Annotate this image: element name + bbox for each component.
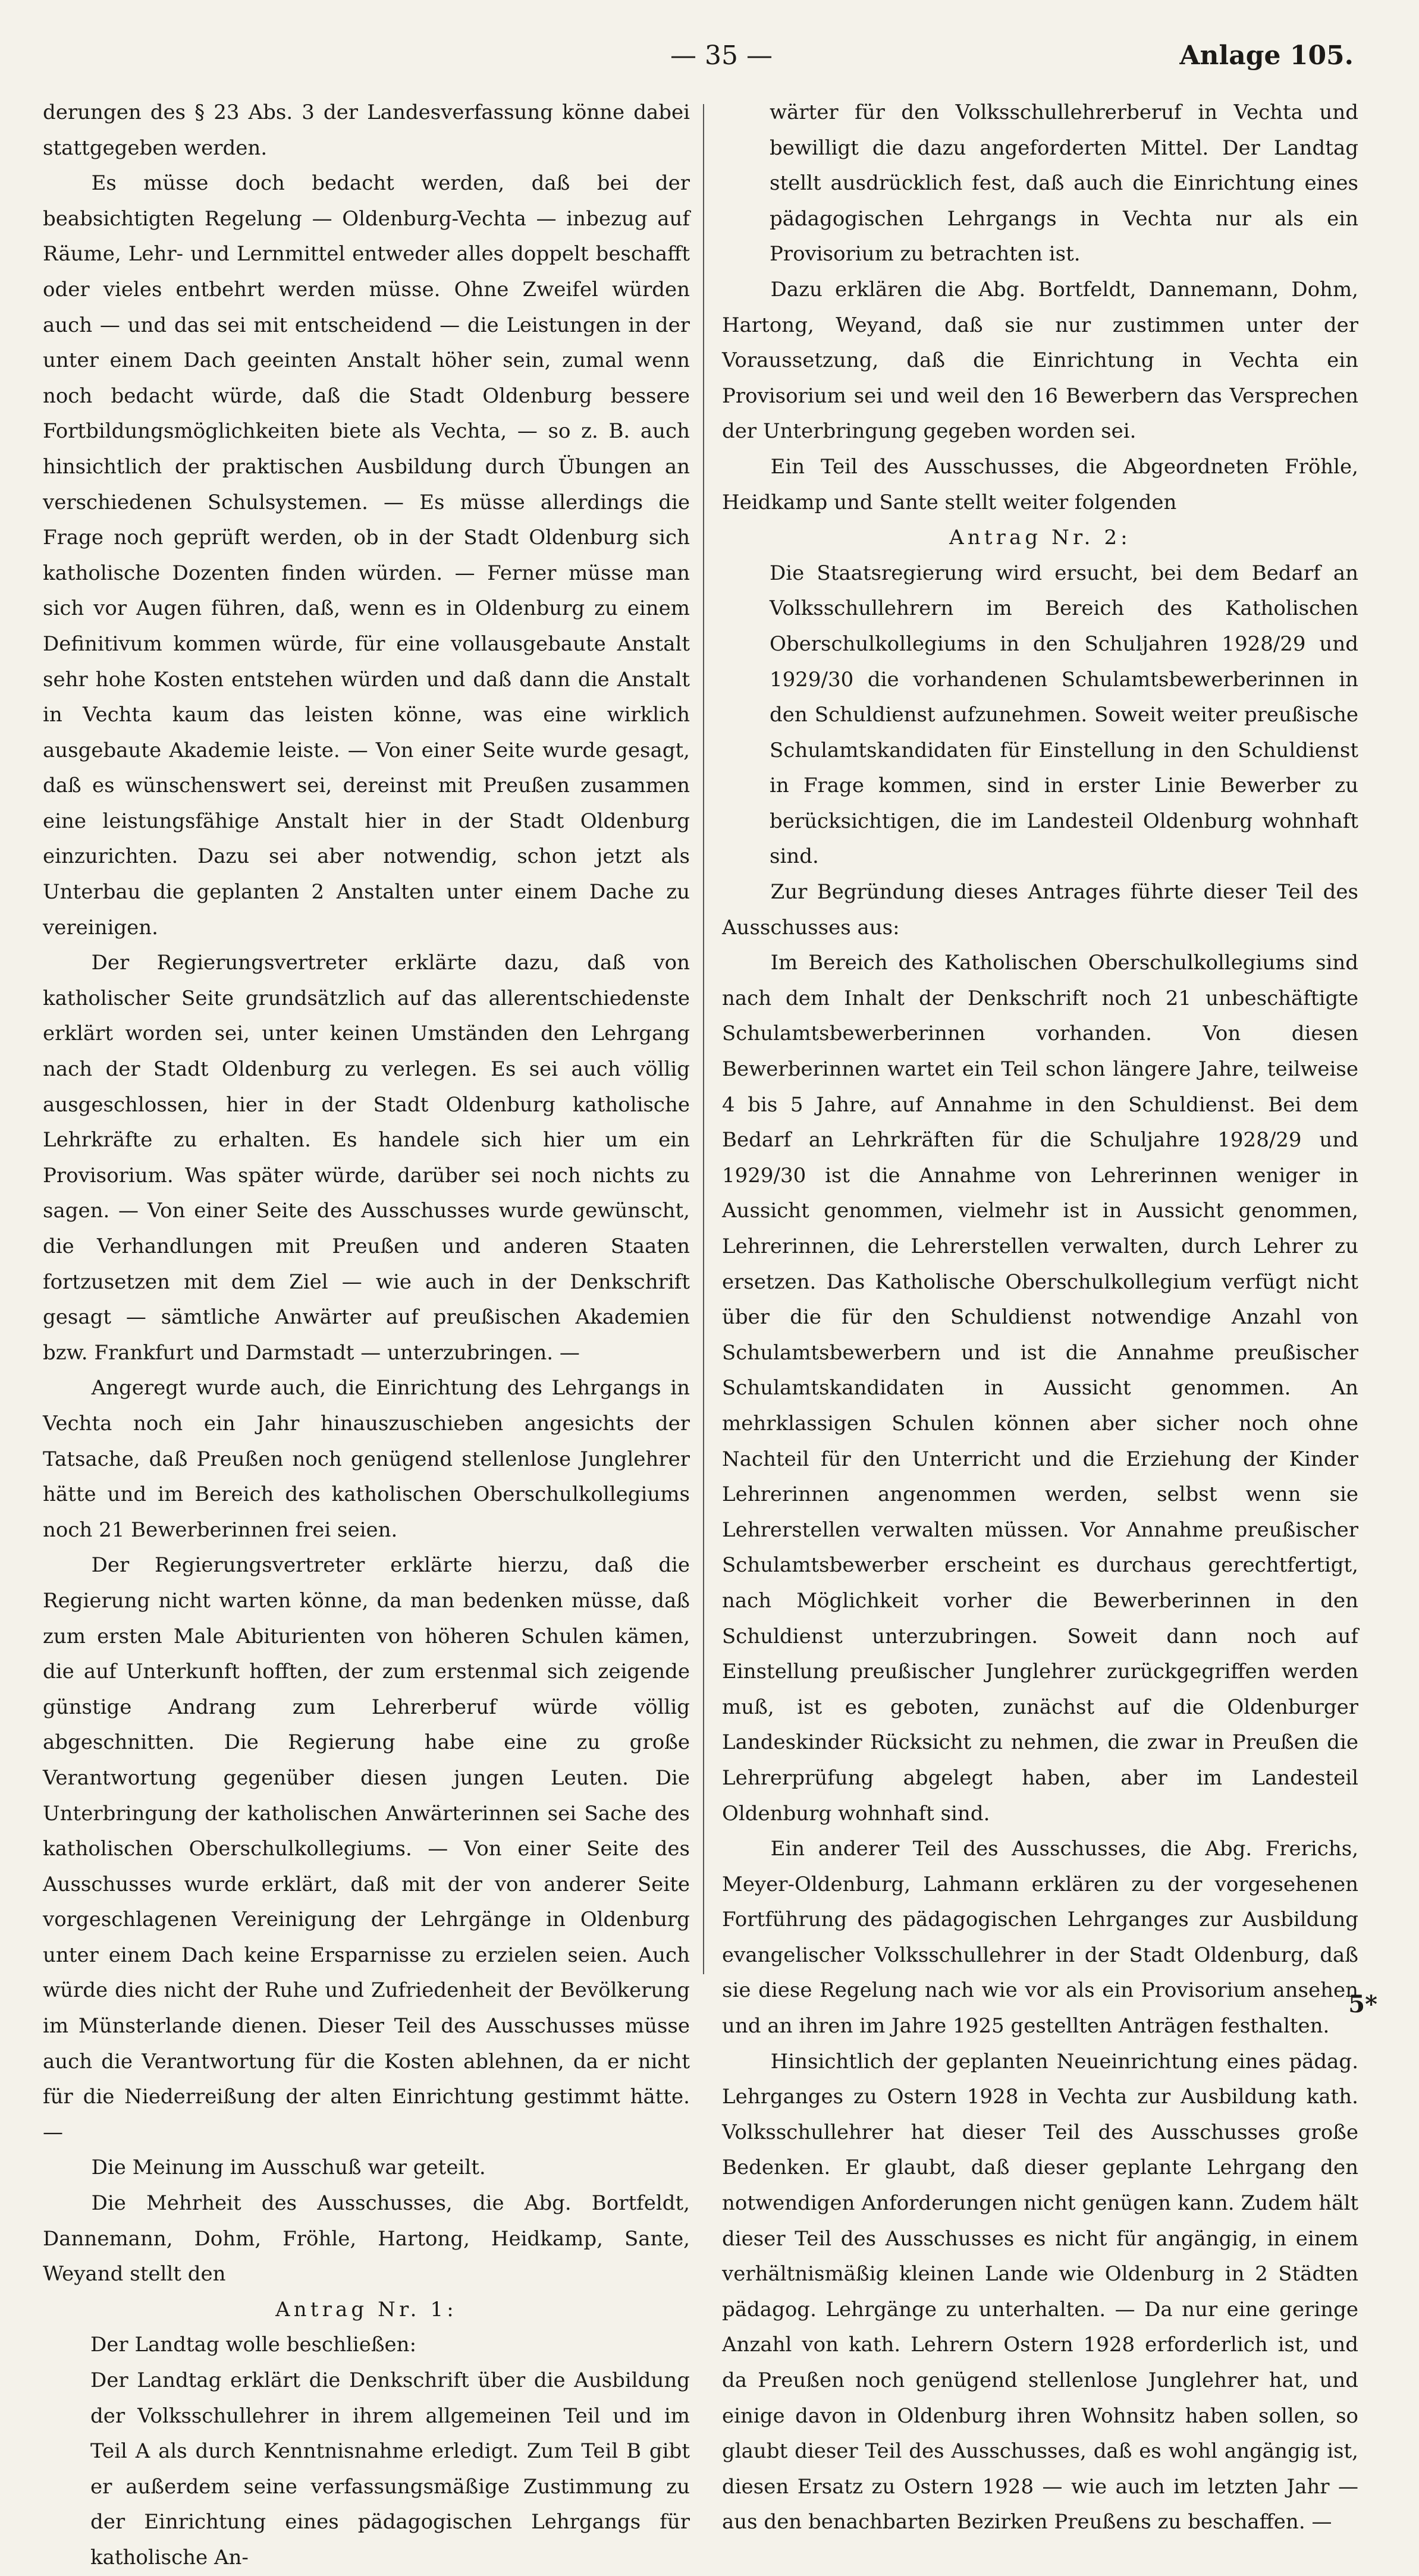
paragraph: Ein anderer Teil des Ausschusses, die Abg. Frerichs, Meyer-Oldenburg, Lahmann erklären zu der vorgesehenen Fortführung des pädagogischen Lehrganges zur Ausbildung evangelischer Volksschullehrer in der Stadt Oldenburg, daß sie diese Regelung nach wie vor als ein Provisorium ansehen und an ihren im Jahre 1925 gestellten Anträgen festhalten.: [722, 1837, 1358, 2038]
paragraph: Die Meinung im Ausschuß war geteilt.: [91, 2156, 486, 2180]
motion-heading: Antrag Nr. 1:: [275, 2297, 457, 2321]
paragraph: Der Regierungsvertreter erklärte hierzu, daß die Regierung nicht warten könne, da man bedenken müsse, daß zum ersten Male Abiturienten von höheren Schulen kämen, die auf Unterkunft hofften, der zum erstenmal sich zeigende günstige Andrang zum Lehrerberuf würde völlig abgeschnitten. Die Regierung habe eine zu große Verantwortung gegenüber diesen jungen Leuten. Die Unterbringung der katholischen Anwärterinnen sei Sache des katholischen Oberschulkollegiums. — Von einer Seite des Ausschusses wurde erklärt, daß mit der von anderer Seite vorgeschlagenen Vereinigung der Lehrgänge in Oldenburg unter einem Dach keine Ersparnisse zu erzielen seien. Auch würde dies nicht der Ruhe und Zufriedenheit der Bevölkerung im Münsterlande dienen. Dieser Teil des Ausschusses müsse auch die Verantwortung für die Kosten ablehnen, da er nicht für die Niederreißung der alten Einrichtung gestimmt hätte. —: [43, 1553, 690, 2144]
right-column: [722, 95, 1358, 2540]
motion-text: Der Landtag wolle beschließen:: [90, 2333, 417, 2357]
paragraph: Hinsichtlich der geplanten Neueinrichtung eines pädag. Lehrganges zu Ostern 1928 in Vechta zur Ausbildung kath. Volksschullehrer hat dieser Teil des Ausschusses große Bedenken. Er glaubt, daß dieser geplante Lehrgang den notwendigen Anforderungen nicht genügen kann. Zudem hält dieser Teil des Ausschusses es nicht für angängig, in einem verhältnismäßig kleinen Lande wie Oldenburg in 2 Städten pädagog. Lehrgänge zu unterhalten. — Da nur eine geringe Anzahl von kath. Lehrern Ostern 1928 erforderlich ist, und da Preußen noch genügend stellenlose Junglehrer hat, und einige davon in Oldenburg ihren Wohnsitz haben sollen, so glaubt dieser Teil des Ausschusses, daß es wohl angängig ist, diesen Ersatz zu Ostern 1928 — wie auch im letzten Jahr — aus den benachbarten Bezirken Preußens zu beschaffen. —: [722, 2049, 1358, 2534]
paragraph: Der Regierungsvertreter erklärte dazu, daß von katholischer Seite grundsätzlich auf das allerentschiedenste erklärt worden sei, unter keinen Umständen den Lehrgang nach der Stadt Oldenburg zu verlegen. Es sei auch völlig ausgeschlossen, hier in der Stadt Oldenburg katholische Lehrkräfte zu erhalten. Es handele sich hier um ein Provisorium. Was später würde, darüber sei noch nichts zu sagen. — Von einer Seite des Ausschusses wurde gewünscht, die Verhandlungen mit Preußen und anderen Staaten fortzusetzen mit dem Ziel — wie auch in der Denkschrift gesagt — sämtliche Anwärter auf preußischen Akademien bzw. Frankfurt und Darmstadt — unterzubringen. —: [43, 951, 690, 1365]
motion-block: [770, 556, 1358, 875]
motion-text: Der Landtag erklärt die Denkschrift über die Ausbildung der Volksschullehrer in ihrem allgemeinen Teil und im Teil A als durch Kenntnisnahme erledigt. Zum Teil B gibt er außerdem seine verfassungsmäßige Zustimmung zu der Einrichtung eines pädagogischen Lehrgangs für katholische An-: [90, 2368, 690, 2569]
paragraph: Angeregt wurde auch, die Einrichtung des Lehrgangs in Vechta noch ein Jahr hinauszuschieben angesichts der Tatsache, daß Preußen noch genügend stellenlose Junglehrer hätte und im Bereich des katholischen Oberschulkollegiums noch 21 Bewerberinnen frei seien.: [43, 1376, 690, 1542]
motion-heading: Antrag Nr. 2:: [949, 526, 1131, 550]
column-divider: [703, 104, 704, 1974]
paragraph: Die Mehrheit des Ausschusses, die Abg. Bortfeldt, Dannemann, Dohm, Fröhle, Hartong, Heidkamp, Sante, Weyand stellt den: [43, 2191, 690, 2286]
paragraph: Ein Teil des Ausschusses, die Abgeordneten Fröhle, Heidkamp und Sante stellt weiter folgenden: [722, 454, 1358, 514]
paragraph: Es müsse doch bedacht werden, daß bei der beabsichtigten Regelung — Oldenburg-Vechta — inbezug auf Räume, Lehr- und Lernmittel entweder alles doppelt beschafft oder vieles entbehrt werden müsse. Ohne Zweifel würden auch — und das sei mit entscheidend — die Leistungen in der unter einem Dach geeinten Anstalt höher sein, zumal wenn noch bedacht würde, daß die Stadt Oldenburg bessere Fortbildungsmöglichkeiten biete als Vechta, — so z. B. auch hinsichtlich der praktischen Ausbildung durch Übungen an verschiedenen Schulsystemen. — Es müsse allerdings die Frage noch geprüft werden, ob in der Stadt Oldenburg sich katholische Dozenten finden würden. — Ferner müsse man sich vor Augen führen, daß, wenn es in Oldenburg zu einem Definitivum kommen würde, für eine vollausgebaute Anstalt sehr hohe Kosten entstehen würden und daß dann die Anstalt in Vechta kaum das leisten könne, was eine wirklich ausgebaute Akademie leiste. — Von einer Seite wurde gesagt, daß es wünschenswert sei, dereinst mit Preußen zusammen eine leistungsfähige Anstalt hier in der Stadt Oldenburg einzurichten. Dazu sei aber notwendig, schon jetzt als Unterbau die geplanten 2 Anstalten unter einem Dache zu vereinigen.: [43, 171, 690, 940]
motion-block: [90, 2327, 690, 2575]
paragraph: derungen des § 23 Abs. 3 der Landesverfassung könne dabei stattgegeben werden.: [43, 100, 690, 160]
sheet-signature: 5*: [1348, 1990, 1377, 2018]
annex-label: Anlage 105.: [1179, 40, 1354, 71]
paragraph: Im Bereich des Katholischen Oberschulkollegiums sind nach dem Inhalt der Denkschrift noch 21 unbeschäftigte Schulamtsbewerberinnen vorhanden. Von diesen Bewerberinnen wartet ein Teil schon längere Jahre, teilweise 4 bis 5 Jahre, auf Annahme in den Schuldienst. Bei dem Bedarf an Lehrkräften für die Schuljahre 1928/29 und 1929/30 ist die Annahme von Lehrerinnen weniger in Aussicht genommen, vielmehr ist in Aussicht genommen, Lehrerinnen, die Lehrerstellen verwalten, durch Lehrer zu ersetzen. Das Katholische Oberschulkollegium verfügt nicht über die für den Schuldienst notwendige Anzahl von Schulamtsbewerbern und ist die Annahme preußischer Schulamtskandidaten in Aussicht genommen. An mehrklassigen Schulen können aber sicher noch ohne Nachteil für den Unterricht und die Erziehung der Kinder Lehrerinnen angenommen werden, selbst wenn sie Lehrerstellen verwalten müssen. Vor Annahme preußischer Schulamtsbewerber erscheint es durchaus gerechtfertigt, nach Möglichkeit vorher die Bewerberinnen in den Schuldienst unterzubringen. Soweit dann noch auf Einstellung preußischer Junglehrer zurückgegriffen werden muß, ist es geboten, zunächst auf die Oldenburger Landeskinder Rücksicht zu nehmen, die zwar in Preußen die Lehrerprüfung abgelegt haben, aber im Landesteil Oldenburg wohnhaft sind.: [722, 951, 1358, 1826]
page-header: [89, 36, 1354, 83]
paragraph: Zur Begründung dieses Antrages führte dieser Teil des Ausschusses aus:: [722, 880, 1358, 940]
motion-text: wärter für den Volksschullehrerberuf in Vechta und bewilligt die dazu angeforderten Mittel. Der Landtag stellt ausdrücklich fest, daß auch die Einrichtung eines pädagogischen Lehrgangs in Vechta nur als ein Provisorium zu betrachten ist.: [770, 100, 1358, 266]
motion-text: Die Staatsregierung wird ersucht, bei dem Bedarf an Volksschullehrern im Bereich des Katholischen Oberschulkollegiums in den Schuljahren 1928/29 und 1929/30 die vorhandenen Schulamtsbewerberinnen in den Schuldienst aufzunehmen. Soweit weiter preußische Schulamtskandidaten für Einstellung in den Schuldienst in Frage kommen, sind in erster Linie Bewerber zu berücksichtigen, die im Landesteil Oldenburg wohnhaft sind.: [770, 561, 1358, 869]
page-number: — 35 —: [670, 40, 773, 71]
left-column: [43, 95, 690, 2576]
motion-block: [770, 95, 1358, 272]
paragraph: Dazu erklären die Abg. Bortfeldt, Dannemann, Dohm, Hartong, Weyand, daß sie nur zustimmen unter der Voraussetzung, daß die Einrichtung in Vechta ein Provisorium sei und weil den 16 Bewerbern das Versprechen der Unterbringung gegeben worden sei.: [722, 277, 1358, 444]
